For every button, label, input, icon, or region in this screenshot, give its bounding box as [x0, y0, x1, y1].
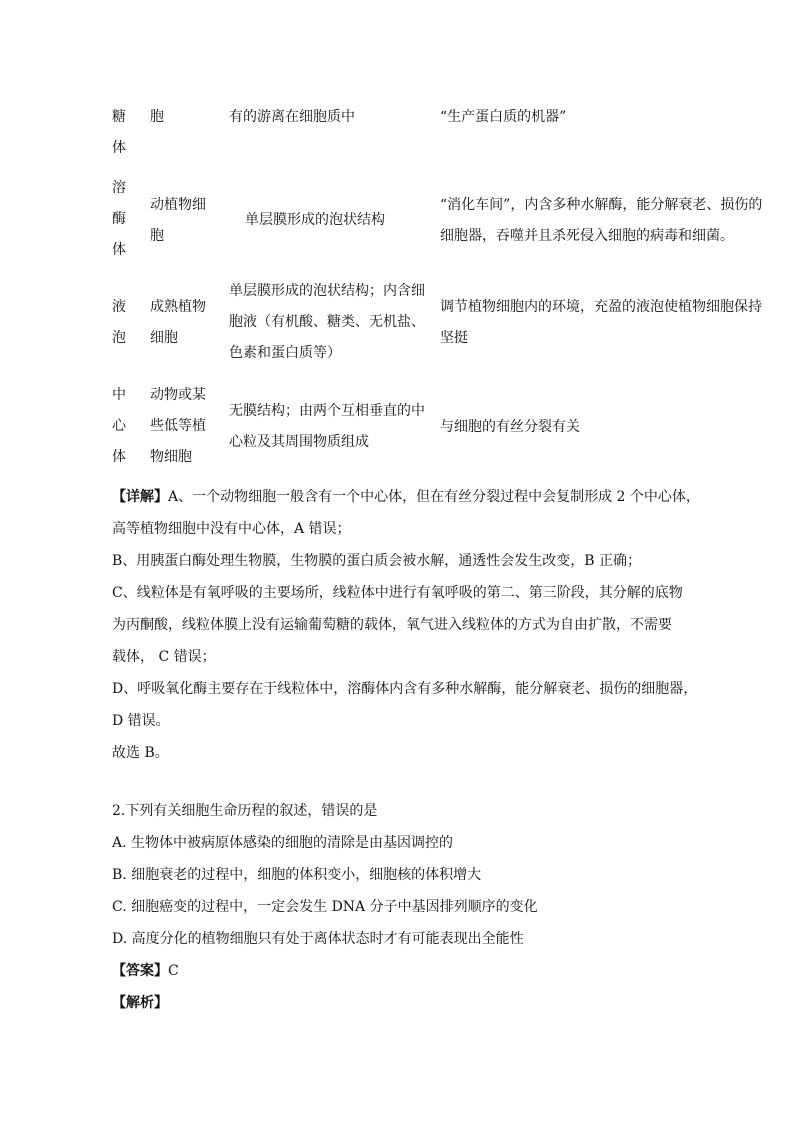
table-row-3-structure: [229, 276, 425, 369]
detail-line-8: D 错误。: [112, 713, 170, 729]
cell-text: 物细胞: [150, 449, 192, 465]
table-row-3-function: [440, 292, 762, 354]
table-row-2-structure: [245, 205, 385, 236]
table-row-2-location: [150, 190, 206, 252]
table-row-4-name: [112, 380, 126, 473]
cell-text: 糖: [112, 109, 126, 125]
answer-line: [112, 960, 179, 980]
answer-label: 【答案】: [112, 963, 168, 979]
option-a: A. 生物体中被病原体感染的细胞的清除是由基因调控的: [112, 835, 454, 851]
detail-line-9: 故选 B。: [112, 745, 169, 761]
cell-text: 与细胞的有丝分裂有关: [440, 419, 580, 435]
detail-line-4: C、线粒体是有氧呼吸的主要场所，线粒体中进行有氧呼吸的第二、第三阶段，其分解的底物: [112, 585, 683, 601]
detail-line-7: D、呼吸氧化酶主要存在于线粒体中，溶酶体内含有多种水解酶，能分解衰老、损伤的细胞器，: [112, 681, 698, 697]
option-d: D. 高度分化的植物细胞只有处于离体状态时才有可能表现出全能性: [112, 931, 524, 947]
detail-line-5: 为丙酮酸，线粒体膜上没有运输葡萄糖的载体，氧气进入线粒体的方式为自由扩散，不需要: [112, 617, 672, 633]
cell-text: 细胞: [150, 330, 178, 346]
cell-text: 些低等植: [150, 418, 206, 434]
detail-line-1: [112, 486, 700, 506]
cell-text: 有的游离在细胞质中: [229, 109, 355, 125]
option-b: B. 细胞衰老的过程中，细胞的体积变小，细胞核的体积增大: [112, 867, 482, 883]
cell-text: 体: [112, 242, 126, 258]
cell-text: 体: [112, 140, 126, 156]
table-row-1-function: [440, 102, 566, 133]
cell-text: 心: [112, 418, 126, 434]
table-row-1-location: [150, 102, 164, 133]
cell-text: 溶: [112, 180, 126, 196]
cell-text: 液: [112, 299, 126, 315]
option-c: C. 细胞癌变的过程中，一定会发生 DNA 分子中基因排列顺序的变化: [112, 899, 538, 915]
table-row-2-function: [440, 190, 762, 252]
answer-value: C: [168, 963, 179, 979]
table-row-3-name: [112, 292, 126, 354]
cell-text: 细胞器，吞噬并且杀死侵入细胞的病毒和细菌。: [440, 228, 734, 244]
table-row-1-structure: [229, 102, 355, 133]
cell-text: 色素和蛋白质等）: [229, 345, 341, 361]
cell-text: 动植物细: [150, 197, 206, 213]
detail-line-6: 载体， C 错误；: [112, 649, 216, 665]
cell-text: 动物或某: [150, 387, 206, 403]
cell-text: 成熟植物: [150, 299, 206, 315]
cell-text: 胞: [150, 228, 164, 244]
detail-line-3: B、用胰蛋白酶处理生物膜，生物膜的蛋白质会被水解，通透性会发生改变，B 正确；: [112, 553, 642, 569]
cell-text: 调节植物细胞内的环境，充盈的液泡使植物细胞保持: [440, 299, 762, 315]
cell-text: 体: [112, 449, 126, 465]
cell-text: “生产蛋白质的机器”: [440, 109, 567, 125]
table-row-4-function: [440, 412, 580, 443]
cell-text: 单层膜形成的泡状结构: [245, 212, 385, 228]
cell-text: 泡: [112, 330, 126, 346]
question-stem: 2.下列有关细胞生命历程的叙述，错误的是: [112, 803, 378, 819]
detail-text: A、一个动物细胞一般含有一个中心体，但在有丝分裂过程中会复制形成 2 个中心体，: [168, 489, 700, 505]
table-row-1-name: [112, 102, 126, 164]
cell-text: 胞液（有机酸、糖类、无机盐、: [229, 314, 425, 330]
table-row-3-location: [150, 292, 206, 354]
detail-label: 【详解】: [112, 489, 168, 505]
cell-text: 无膜结构；由两个互相垂直的中: [229, 403, 425, 419]
cell-text: 单层膜形成的泡状结构；内含细: [229, 283, 425, 299]
table-row-4-location: [150, 380, 206, 473]
table-row-4-structure: [229, 396, 425, 458]
cell-text: 中: [112, 387, 126, 403]
cell-text: “消化车间”，内含多种水解酶，能分解衰老、损伤的: [440, 197, 763, 213]
cell-text: 坚挺: [440, 330, 468, 346]
detail-line-2: 高等植物细胞中没有中心体，A 错误；: [112, 521, 351, 537]
analysis-label: 【解析】: [112, 995, 168, 1011]
table-row-2-name: [112, 173, 126, 266]
cell-text: 酶: [112, 211, 126, 227]
cell-text: 胞: [150, 109, 164, 125]
cell-text: 心粒及其周围物质组成: [229, 434, 369, 450]
